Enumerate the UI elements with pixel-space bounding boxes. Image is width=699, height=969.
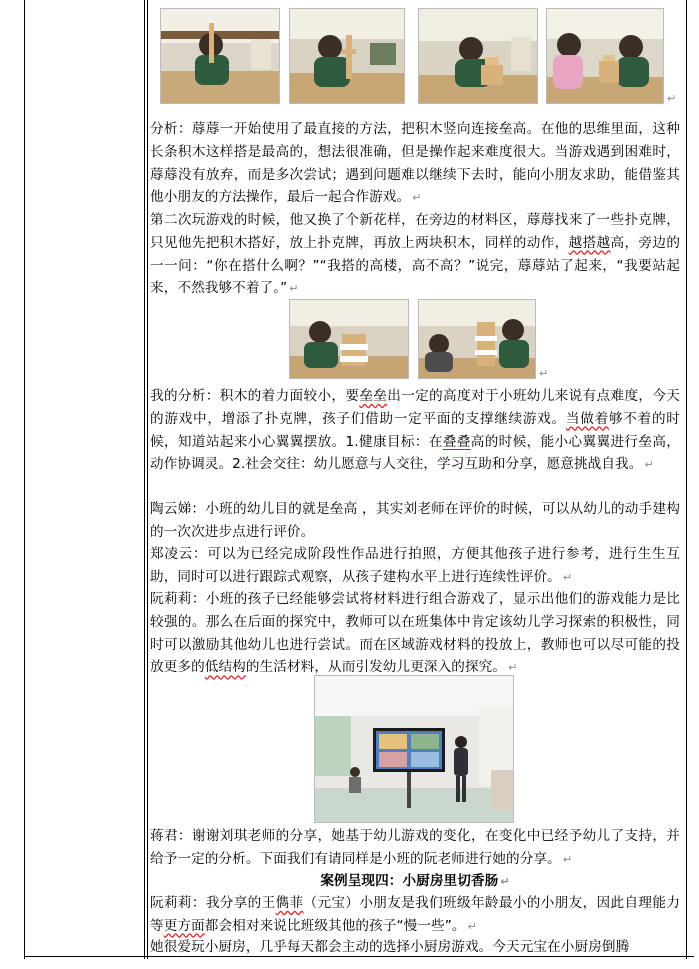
- jiang-comment-paragraph: [150, 825, 680, 872]
- spellcheck-underlined-text: 低结构: [204, 659, 246, 676]
- paragraph-mark: ↵: [562, 852, 573, 866]
- photo-child-stacking-3: [418, 8, 538, 104]
- paragraph-mark: ↵: [467, 919, 477, 933]
- analysis-paragraph-1: [150, 118, 680, 210]
- photo-children-stacking-4: [546, 8, 664, 104]
- paragraph-mark: ↵: [412, 191, 422, 205]
- last-line-paragraph: [150, 936, 680, 956]
- table-column-divider-inner: [147, 0, 148, 959]
- paragraph-mark: ↵: [500, 875, 510, 888]
- zheng-comment-paragraph: [150, 543, 680, 590]
- comment-text: 陶云娣：小班的幼儿目的就是垒高 ，其实刘老师在评价的时候，可以从幼儿的动手建构的一次次进步点进行评价。: [150, 501, 680, 540]
- comment-text: 的生活材料，从而引发幼儿更深入的探究。: [245, 659, 507, 676]
- analysis-text: 出一定的高度对于小班幼儿来说有点难度，今天的游戏中，增添了扑克牌，孩子们借助一定平面的支撑继续游戏。: [150, 388, 681, 427]
- spellcheck-underlined-text: 垒垒: [359, 388, 388, 404]
- second-play-text-end: 高，旁边的一一问：“你在搭什么啊？”“我搭的高楼，高不高？”说完，蓐蓐站了起来，“我要站起来，不然我够不着了。”: [150, 234, 681, 297]
- comment-text: 蒋君：谢谢刘琪老师的分享，她基于幼儿游戏的变化，在变化中已经予幼儿了支持，并给予一定的分析。下面我们有请同样是小班的阮老师进行她的分享。: [150, 828, 680, 867]
- second-play-text: 第二次玩游戏的时候，他又换了个新花样，在旁边的材料区，蓐蓐找来了一些扑克牌，只见他先把积木搭好，放上扑克牌，再放上两块积木，同样的动作，: [150, 212, 680, 251]
- paragraph-mark: ↵: [539, 367, 549, 380]
- photo-child-stacking-2: [289, 8, 405, 104]
- spellcheck-underlined-text: 儁菲: [275, 895, 304, 911]
- photo-meeting-presentation: [314, 675, 514, 823]
- second-play-paragraph: [150, 209, 680, 301]
- paragraph-mark: ↵: [644, 458, 654, 472]
- ruan-share-paragraph: [150, 892, 680, 939]
- table-column-divider: [144, 0, 145, 959]
- ruan-comment-paragraph: [150, 588, 680, 680]
- photo-child-cards-1: [289, 299, 409, 379]
- paragraph-mark: ↵: [562, 570, 573, 584]
- spellcheck-underlined-text: 更方面: [163, 917, 205, 934]
- paragraph-mark: ↵: [667, 92, 677, 105]
- case-title-text: 案例呈现四：小厨房里切香肠: [320, 873, 499, 889]
- share-text: 都会相对来说比班级其他的孩子“慢一些”。: [204, 917, 466, 934]
- table-right-border: [686, 0, 687, 959]
- spellcheck-underlined-text: 当做着: [565, 410, 609, 427]
- share-text: 阮莉莉：我分享的王: [150, 895, 276, 911]
- table-left-border: [24, 0, 25, 959]
- case-title: [150, 870, 680, 894]
- share-text: 她很爱玩小厨房，几乎每天都会主动的选择小厨房游戏。今天元宝在小厨房倒腾: [150, 939, 630, 955]
- paragraph-mark: ↵: [289, 282, 299, 296]
- analysis-text: 高的时候，能小心翼翼进行垒高，动作协调灵。2.社会交往：幼儿愿意与人交往，学习互助和分享，愿意挑战自我。: [150, 433, 680, 473]
- photo-child-cards-2: [418, 299, 536, 379]
- table-bottom-border: [24, 956, 694, 957]
- paragraph-mark: ↵: [508, 661, 518, 675]
- my-analysis-paragraph: [150, 385, 680, 477]
- photo-child-stacking-1: [160, 8, 280, 104]
- spellcheck-underlined-text: 越搭越: [568, 234, 611, 251]
- comment-text: 阮莉莉：小班的孩子已经能够尝试将材料进行组合游戏了，显示出他们的游戏能力是比较强的。那么在后面的探究中，教师可以在班集体中肯定该幼儿学习探索的积极性，同时可以激励其他幼儿也进行尝试。而在区域游戏材料的投放上，教师也可以尽可能的投放更多的: [150, 591, 680, 676]
- share-text: （元宝）小朋友是我们班级年龄最小的小朋友，因此自理能力等: [150, 895, 681, 934]
- analysis-text: 我的分析：积木的着力面较小，要: [150, 388, 360, 404]
- grammar-underlined-text: 叠叠: [442, 433, 471, 450]
- analysis-text: 分析：蓐蓐一开始使用了最直接的方法，把积木竖向连接垒高。在他的思维里面，这种长条积木这样搭是最高的，想法很准确，但是操作起来难度很大。当游戏遇到困难时，蓐蓐没有放弃，而是多次尝试；遇到问题难以继续下去时，能向小朋友求助，能借鉴其他小朋友的方法操作，最后一起合作游戏。: [150, 121, 680, 206]
- tao-comment-paragraph: [150, 498, 680, 544]
- analysis-text: 够不着的时候，知道站起来小心翼翼摆放。1.健康目标：在: [150, 410, 680, 450]
- comment-text: 郑凌云：可以为已经完成阶段性作品进行拍照，方便其他孩子进行参考，进行生生互助，同时可以进行跟踪式观察，从孩子建构水平上进行连续性评价。: [150, 546, 680, 585]
